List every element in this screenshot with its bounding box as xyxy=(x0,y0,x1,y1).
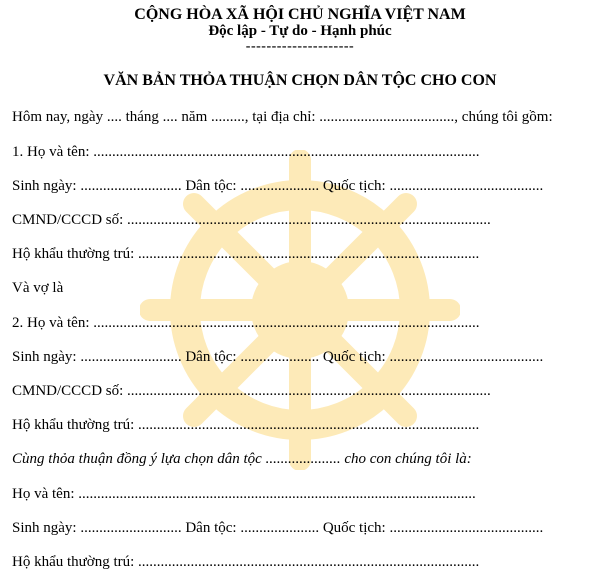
husband-residence-line: Hộ khẩu thường trú: ........................................................................................... xyxy=(12,246,480,262)
child-residence-line: Hộ khẩu thường trú: ........................................................................................... xyxy=(12,554,480,570)
husband-name-line: 1. Họ và tên: ....................................................................................................... xyxy=(12,144,480,160)
country-name: CỘNG HÒA XÃ HỘI CHỦ NGHĨA VIỆT NAM xyxy=(134,6,466,23)
husband-birth-line: Sinh ngày: ........................... Dân tộc: ..................... Quốc tịch: ......................................... xyxy=(12,178,544,194)
wife-name-line: 2. Họ và tên: ....................................................................................................... xyxy=(12,315,480,331)
wife-birth-line: Sinh ngày: ........................... Dân tộc: ..................... Quốc tịch: ......................................... xyxy=(12,349,544,365)
child-name-line: Họ và tên: .......................................................................................................... xyxy=(12,486,476,502)
child-birth-line: Sinh ngày: ........................... Dân tộc: ..................... Quốc tịch: ......................................... xyxy=(12,520,544,536)
agreement-line: Cùng thỏa thuận đồng ý lựa chọn dân tộc .................... cho con chúng tôi là: xyxy=(12,451,472,467)
document-title: VĂN BẢN THỎA THUẬN CHỌN DÂN TỘC CHO CON xyxy=(103,72,497,89)
wife-id-line: CMND/CCCD số: ................................................................................................. xyxy=(12,383,491,399)
wife-intro-line: Và vợ là xyxy=(12,280,64,296)
motto: Độc lập - Tự do - Hạnh phúc xyxy=(208,23,392,39)
intro-line: Hôm nay, ngày .... tháng .... năm ........., tại địa chỉ: ...................................., chúng tôi gồm: xyxy=(12,109,553,125)
separator: --------------------- xyxy=(245,39,355,54)
wife-residence-line: Hộ khẩu thường trú: ........................................................................................... xyxy=(12,417,480,433)
husband-id-line: CMND/CCCD số: ................................................................................................. xyxy=(12,212,491,228)
